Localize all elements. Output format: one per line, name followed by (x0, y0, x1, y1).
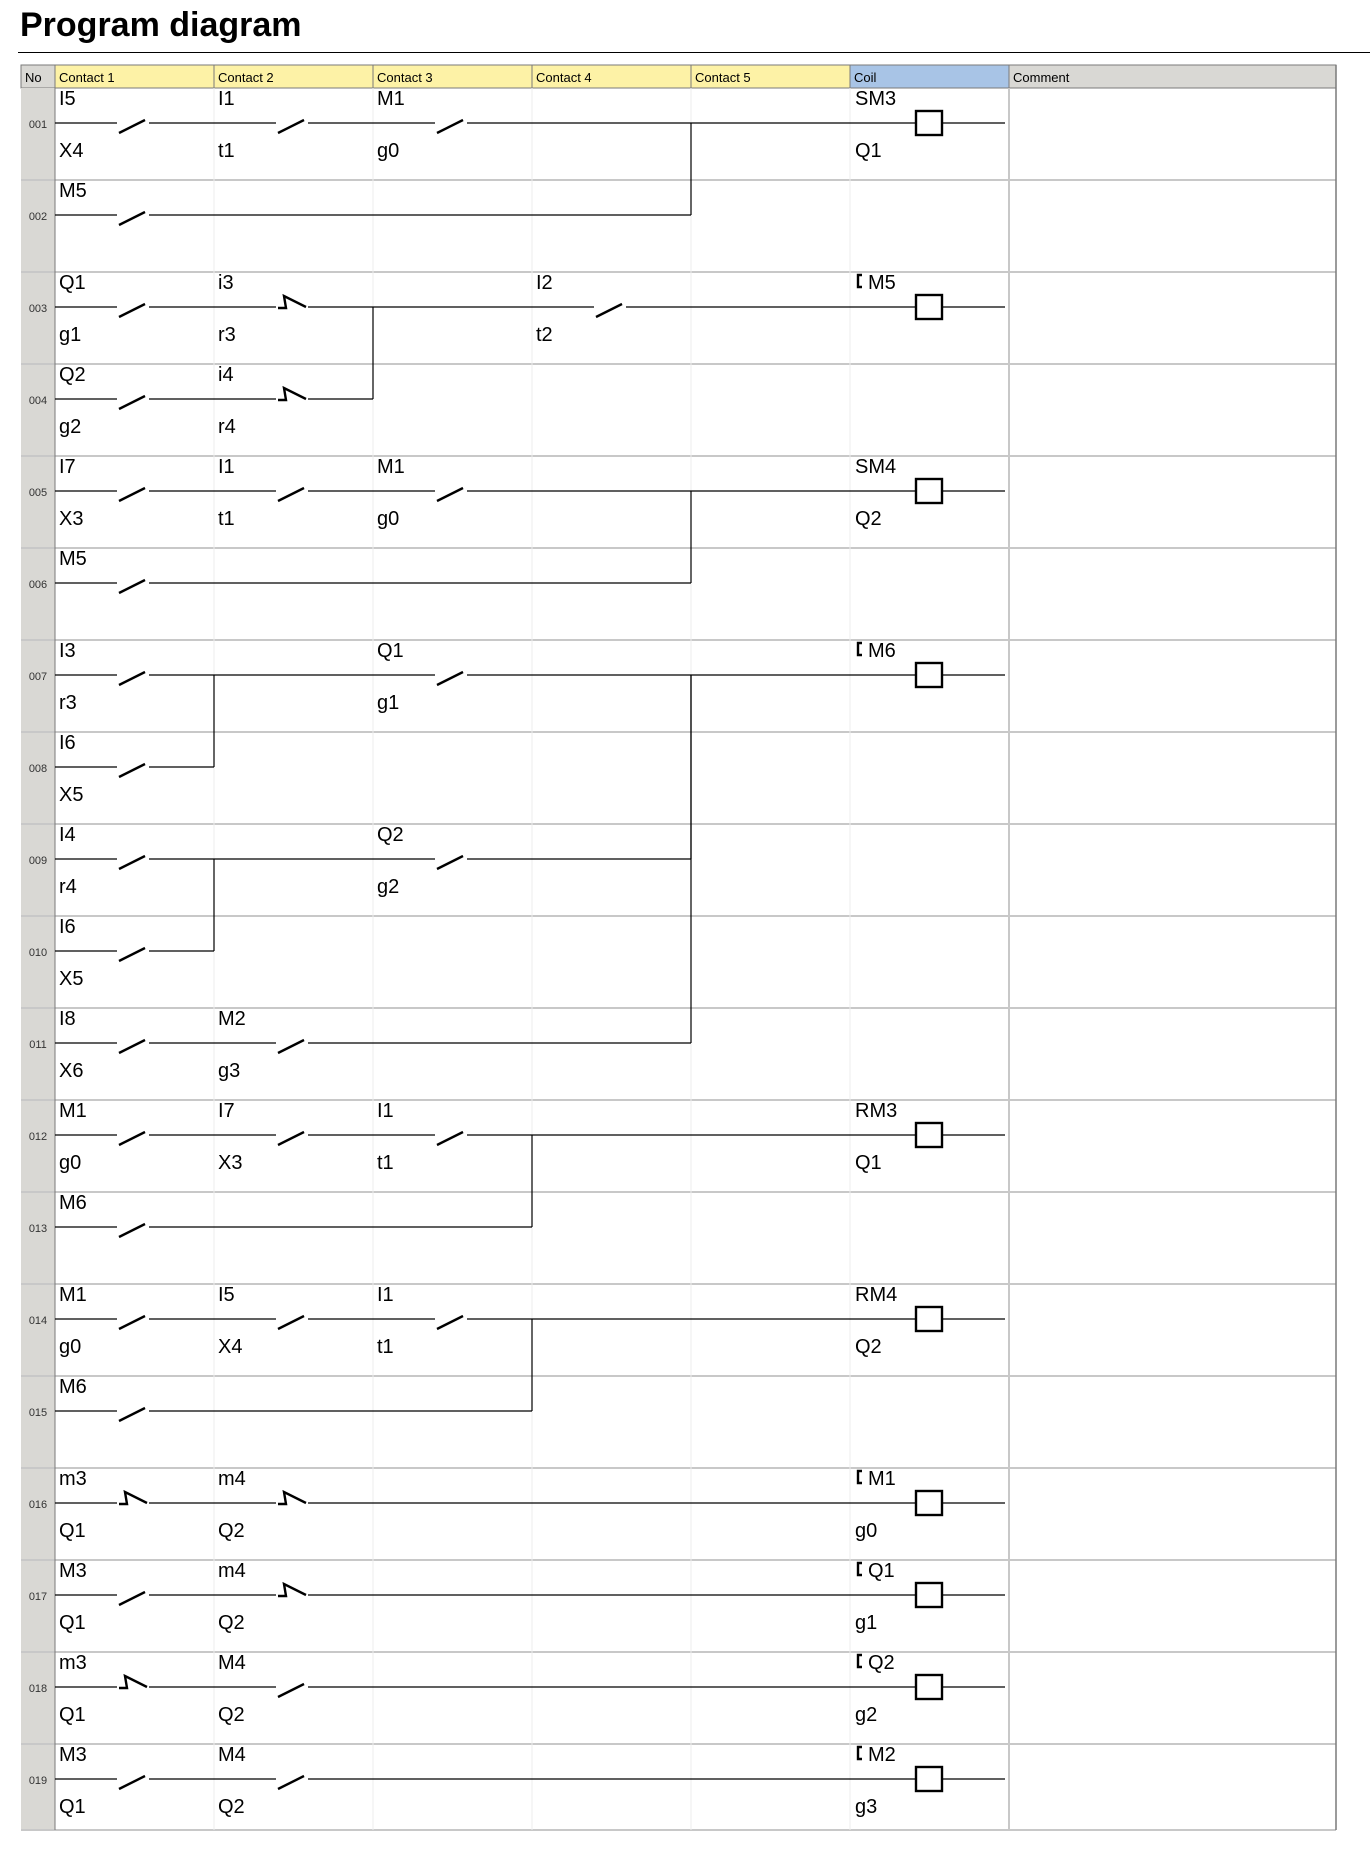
coil-bracket-icon (858, 1563, 862, 1575)
contact-label-top: M3 (59, 1744, 87, 1766)
column-header-label: Comment (1013, 70, 1070, 85)
contact-label-bottom: X5 (59, 784, 84, 806)
column-header-label: Contact 3 (377, 70, 433, 85)
contact-label-top: M6 (59, 1192, 87, 1214)
contact-label-top: M2 (218, 1008, 246, 1030)
coil-label-bottom: g1 (855, 1612, 878, 1634)
coil-symbol (916, 1583, 942, 1607)
contact-label-bottom: t1 (218, 508, 235, 530)
contact-label-bottom: g2 (59, 416, 82, 438)
contact-label-top: M4 (218, 1744, 246, 1766)
coil-label-top: Q1 (868, 1560, 895, 1582)
contact-label-bottom: g1 (377, 692, 400, 714)
contact-label-top: M1 (59, 1100, 87, 1122)
row-number: 013 (28, 1223, 48, 1235)
contact-label-bottom: t1 (377, 1336, 394, 1358)
coil-label-top: Q2 (868, 1652, 895, 1674)
contact-label-top: I5 (218, 1284, 235, 1306)
contact-label-top: M1 (377, 88, 405, 110)
contact-label-top: I1 (377, 1284, 394, 1306)
coil-label-top: RM4 (855, 1284, 898, 1306)
coil-label-bottom: Q1 (855, 140, 882, 162)
contact-label-bottom: g1 (59, 324, 82, 346)
row-number: 003 (28, 303, 48, 315)
contact-label-bottom: X3 (59, 508, 84, 530)
contact-label-bottom: r3 (218, 324, 236, 346)
row-number: 017 (28, 1591, 48, 1603)
contact-label-bottom: r4 (218, 416, 236, 438)
column-header-label: Contact 4 (536, 70, 592, 85)
contact-label-bottom: r3 (59, 692, 77, 714)
column-header-label: No (25, 70, 42, 85)
row-number: 014 (28, 1315, 48, 1327)
column-header-label: Contact 2 (218, 70, 274, 85)
contact-label-bottom: X4 (218, 1336, 243, 1358)
column-header-label: Coil (854, 70, 877, 85)
contact-label-bottom: t1 (377, 1152, 394, 1174)
page-title: Program diagram (20, 6, 302, 44)
row-number: 016 (28, 1499, 48, 1511)
row-number: 019 (28, 1775, 48, 1787)
column-header-label: Contact 5 (695, 70, 751, 85)
coil-bracket-icon (858, 1655, 862, 1667)
row-number: 006 (28, 579, 48, 591)
contact-label-bottom: t1 (218, 140, 235, 162)
contact-label-top: I2 (536, 272, 553, 294)
coil-label-bottom: Q2 (855, 508, 882, 530)
contact-label-top: M4 (218, 1652, 246, 1674)
contact-label-top: M5 (59, 548, 87, 570)
row-number: 008 (28, 763, 48, 775)
contact-label-top: I6 (59, 732, 76, 754)
contact-label-bottom: Q2 (218, 1704, 245, 1726)
contact-label-top: m4 (218, 1468, 246, 1490)
contact-label-bottom: t2 (536, 324, 553, 346)
contact-label-top: I1 (218, 88, 235, 110)
contact-label-top: I3 (59, 640, 76, 662)
contact-label-top: Q1 (59, 272, 86, 294)
coil-bracket-icon (858, 643, 862, 655)
coil-symbol (916, 1675, 942, 1699)
row-number: 010 (28, 947, 48, 959)
contact-label-bottom: g0 (377, 508, 400, 530)
row-number: 004 (28, 395, 48, 407)
coil-symbol (916, 663, 942, 687)
contact-label-bottom: Q1 (59, 1520, 86, 1542)
contact-label-top: Q1 (377, 640, 404, 662)
contact-label-top: i4 (218, 364, 234, 386)
coil-label-top: M1 (868, 1468, 896, 1490)
contact-label-top: Q2 (377, 824, 404, 846)
coil-symbol (916, 111, 942, 135)
coil-symbol (916, 1767, 942, 1791)
coil-label-bottom: g0 (855, 1520, 878, 1542)
coil-symbol (916, 295, 942, 319)
row-number: 012 (28, 1131, 48, 1143)
row-number: 018 (28, 1683, 48, 1695)
coil-symbol (916, 1491, 942, 1515)
row-number: 005 (28, 487, 48, 499)
contact-label-bottom: X3 (218, 1152, 243, 1174)
row-number: 015 (28, 1407, 48, 1419)
coil-symbol (916, 1123, 942, 1147)
contact-label-top: m3 (59, 1652, 87, 1674)
row-number: 001 (28, 119, 48, 131)
contact-label-bottom: Q2 (218, 1520, 245, 1542)
contact-label-top: M1 (59, 1284, 87, 1306)
contact-label-top: m4 (218, 1560, 246, 1582)
contact-label-bottom: Q1 (59, 1612, 86, 1634)
contact-label-top: i3 (218, 272, 234, 294)
coil-label-top: M5 (868, 272, 896, 294)
coil-bracket-icon (858, 275, 862, 287)
coil-label-bottom: Q1 (855, 1152, 882, 1174)
contact-label-bottom: g0 (377, 140, 400, 162)
coil-label-top: SM3 (855, 88, 897, 110)
coil-label-bottom: g3 (855, 1796, 878, 1818)
contact-label-top: M3 (59, 1560, 87, 1582)
contact-label-bottom: g2 (377, 876, 400, 898)
coil-symbol (916, 479, 942, 503)
contact-label-top: I5 (59, 88, 76, 110)
contact-label-top: I7 (59, 456, 76, 478)
row-number-column (21, 88, 55, 1830)
contact-label-top: I1 (377, 1100, 394, 1122)
contact-label-bottom: Q2 (218, 1612, 245, 1634)
contact-label-top: I6 (59, 916, 76, 938)
coil-symbol (916, 1307, 942, 1331)
contact-label-bottom: X5 (59, 968, 84, 990)
contact-label-bottom: g0 (59, 1336, 82, 1358)
coil-label-top: SM4 (855, 456, 897, 478)
row-number: 002 (28, 211, 48, 223)
contact-label-bottom: g3 (218, 1060, 241, 1082)
contact-label-bottom: X6 (59, 1060, 84, 1082)
row-number: 009 (28, 855, 48, 867)
coil-bracket-icon (858, 1747, 862, 1759)
coil-bracket-icon (858, 1471, 862, 1483)
contact-label-bottom: Q1 (59, 1796, 86, 1818)
contact-label-top: m3 (59, 1468, 87, 1490)
contact-label-bottom: Q1 (59, 1704, 86, 1726)
contact-label-bottom: r4 (59, 876, 77, 898)
coil-label-top: RM3 (855, 1100, 898, 1122)
contact-label-top: I4 (59, 824, 76, 846)
contact-label-top: M5 (59, 180, 87, 202)
contact-label-bottom: Q2 (218, 1796, 245, 1818)
column-header-label: Contact 1 (59, 70, 115, 85)
contact-label-bottom: X4 (59, 140, 84, 162)
contact-label-top: I1 (218, 456, 235, 478)
row-number: 007 (28, 671, 48, 683)
contact-label-bottom: g0 (59, 1152, 82, 1174)
contact-label-top: M6 (59, 1376, 87, 1398)
contact-label-top: Q2 (59, 364, 86, 386)
row-number: 011 (29, 1039, 47, 1051)
coil-label-top: M2 (868, 1744, 896, 1766)
contact-label-top: I7 (218, 1100, 235, 1122)
contact-label-top: I8 (59, 1008, 76, 1030)
coil-label-bottom: g2 (855, 1704, 878, 1726)
contact-label-top: M1 (377, 456, 405, 478)
coil-label-top: M6 (868, 640, 896, 662)
coil-label-bottom: Q2 (855, 1336, 882, 1358)
